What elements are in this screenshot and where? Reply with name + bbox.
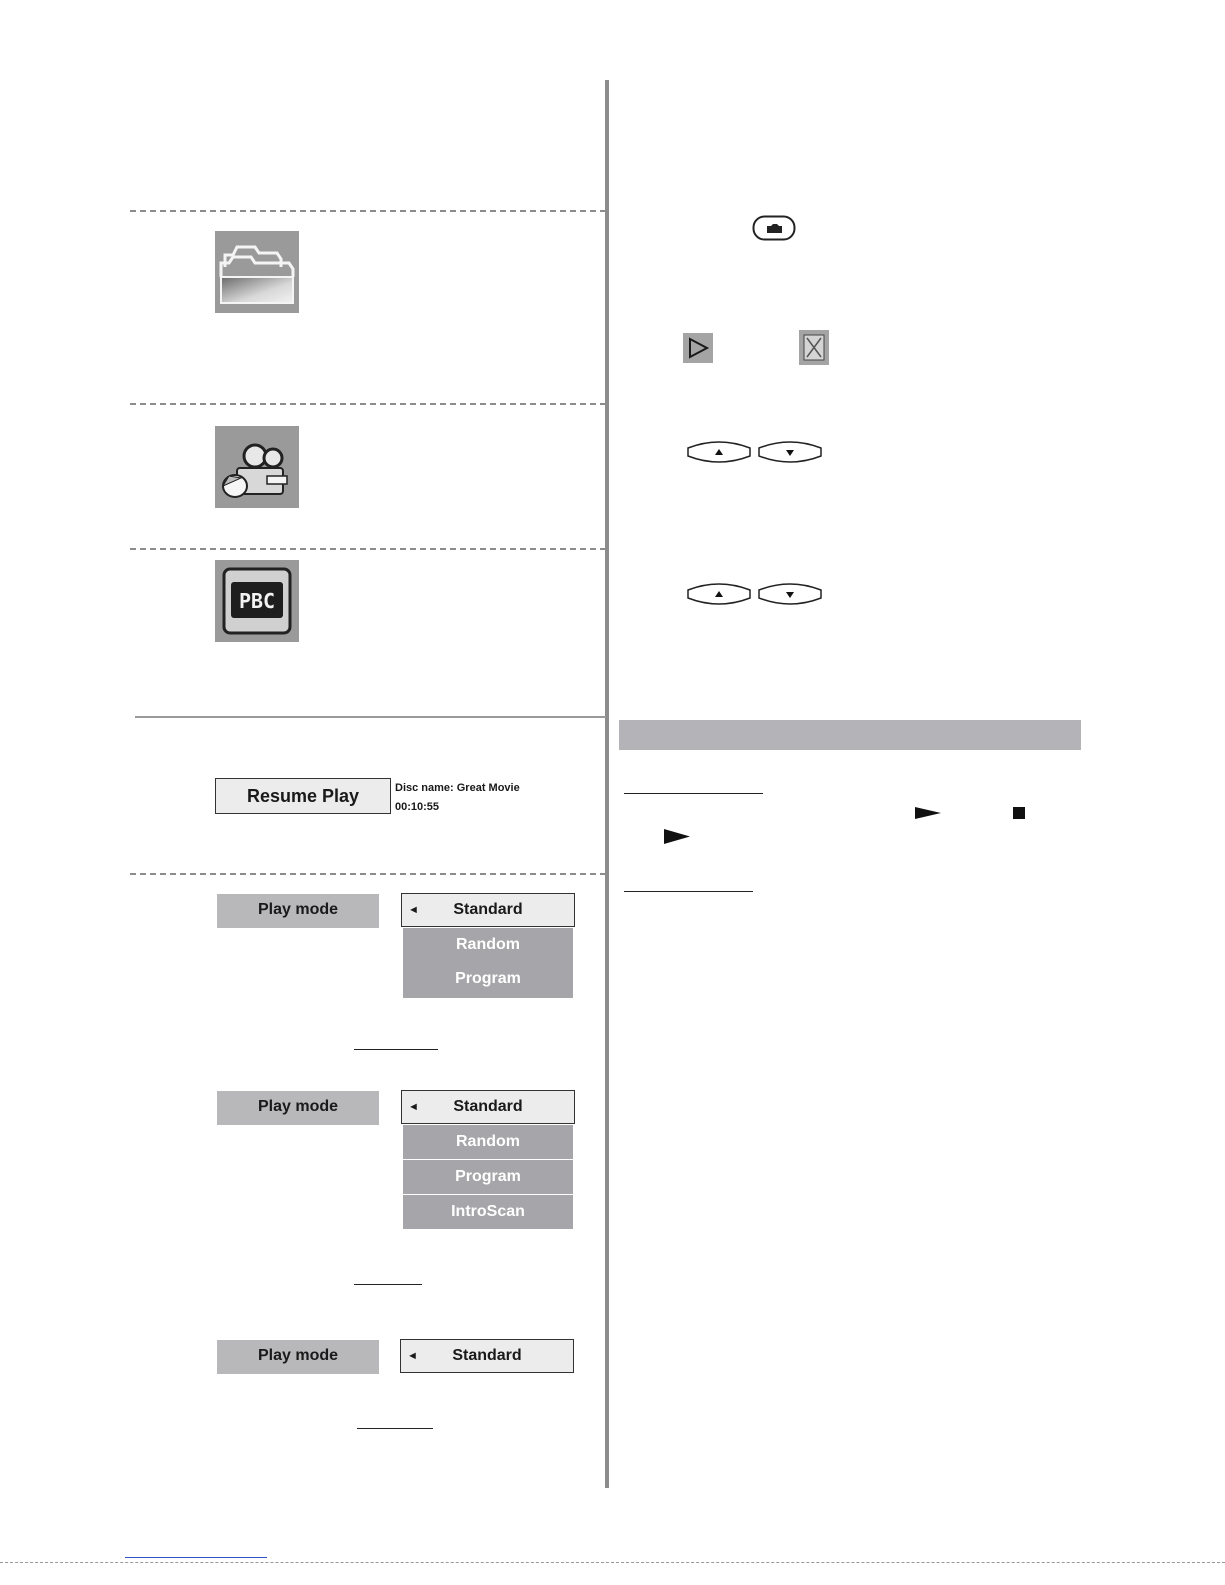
play-key-icon <box>683 333 713 363</box>
footer-link-underline <box>125 1557 267 1558</box>
play-mode-selected[interactable] <box>401 893 575 927</box>
elapsed-time-text: 00:10:55 <box>395 801 440 813</box>
pbc-icon <box>215 560 299 642</box>
left-arrow-icon: ◄ <box>408 1101 419 1113</box>
resume-play-label: Resume Play <box>246 786 360 806</box>
resume-play-box <box>215 778 391 814</box>
disc-name-text: Disc name: Great Movie <box>395 782 520 794</box>
up-key-icon <box>685 438 753 466</box>
section-divider <box>130 403 606 405</box>
stop-square-icon <box>1013 807 1025 819</box>
play-mode-selected[interactable] <box>401 1090 575 1124</box>
page-cut-line <box>0 1562 1225 1563</box>
heading-underline <box>624 891 753 892</box>
play-triangle-icon <box>664 828 690 845</box>
open-close-key-icon <box>752 215 796 241</box>
selected-option: Standard <box>453 901 523 918</box>
left-arrow-icon: ◄ <box>407 1350 418 1362</box>
clear-key-icon <box>799 330 829 365</box>
play-mode-label: Play mode <box>217 894 379 928</box>
section-divider <box>130 548 606 550</box>
play-mode-option[interactable]: Random <box>403 928 573 962</box>
selected-option: Standard <box>453 1098 523 1115</box>
play-mode-selected[interactable] <box>400 1339 574 1373</box>
camera-angle-icon <box>215 426 299 508</box>
heading-underline <box>624 793 763 794</box>
section-divider <box>130 210 606 212</box>
down-key-icon <box>756 438 824 466</box>
pbc-label: PBC <box>238 589 276 613</box>
play-mode-option[interactable]: Program <box>403 962 573 996</box>
play-mode-option[interactable]: Program <box>403 1160 573 1194</box>
section-divider <box>135 716 606 718</box>
column-divider <box>605 80 609 1488</box>
section-header-band <box>619 720 1081 750</box>
section-divider <box>130 873 606 875</box>
underline-rule <box>354 1284 422 1285</box>
play-triangle-icon <box>915 805 941 821</box>
play-mode-option[interactable]: IntroScan <box>403 1195 573 1229</box>
left-arrow-icon: ◄ <box>408 904 419 916</box>
play-mode-option[interactable]: Random <box>403 1125 573 1159</box>
play-mode-label: Play mode <box>217 1340 379 1374</box>
play-mode-options <box>403 928 573 998</box>
play-mode-label: Play mode <box>217 1091 379 1125</box>
up-key-icon <box>685 580 753 608</box>
down-key-icon <box>756 580 824 608</box>
underline-rule <box>354 1049 438 1050</box>
selected-option: Standard <box>452 1347 522 1364</box>
folder-icon <box>215 231 299 313</box>
underline-rule <box>357 1428 433 1429</box>
